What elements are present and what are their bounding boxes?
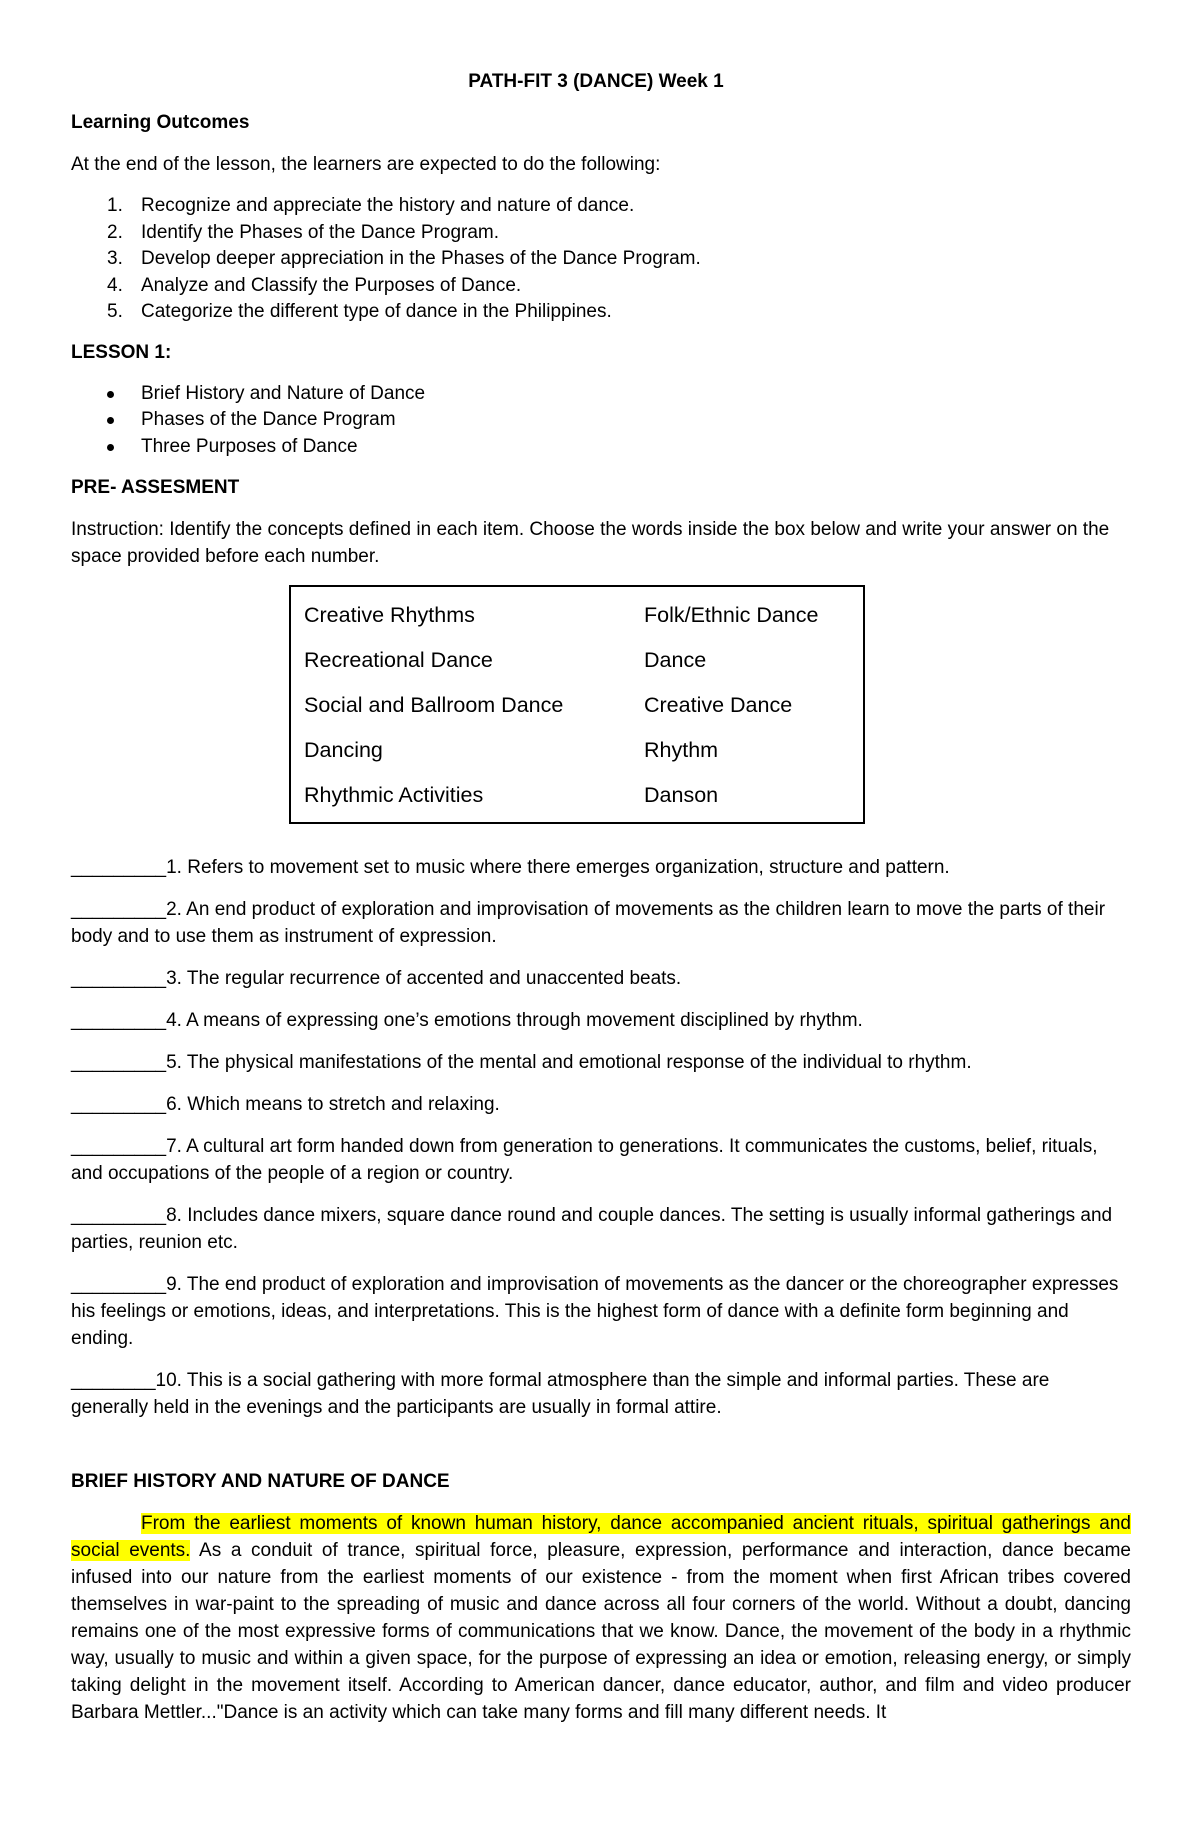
outcome-number: 4. [107, 274, 123, 296]
question-text: The end product of exploration and improvisation of movements as the dancer or the choreographer expresses his feelings or emotions, ideas, and interpretations. This is the highest form of dance with a definite form beginning and ending. [71, 1274, 1119, 1349]
choice-word: Folk/Ethnic Dance [644, 603, 819, 627]
outcome-text: Identify the Phases of the Dance Program. [141, 221, 500, 243]
document-title: PATH-FIT 3 (DANCE) Week 1 [468, 71, 724, 92]
outcome-number: 5. [107, 301, 123, 322]
lesson-topics-list [71, 381, 1131, 461]
question-item [71, 854, 1131, 881]
answer-blank: _________5. [71, 1052, 182, 1073]
learning-outcomes-list [71, 193, 1131, 326]
question-item [71, 1202, 1131, 1256]
document-body [71, 68, 1131, 1741]
outcome-number: 2. [107, 221, 123, 243]
outcome-text: Develop deeper appreciation in the Phases of the Dance Program. [141, 248, 701, 269]
outcome-item [107, 273, 1131, 300]
question-text: A means of expressing one’s emotions through movement disciplined by rhythm. [181, 1010, 863, 1031]
section-spacer [71, 1436, 1131, 1468]
outcome-text: Analyze and Classify the Purposes of Dance. [141, 274, 522, 296]
outcome-number: 3. [107, 248, 123, 269]
choice-word: Creative Dance [644, 693, 793, 717]
outcome-item [107, 193, 1131, 220]
question-item [71, 1049, 1131, 1076]
question-text: Includes dance mixers, square dance round and couple dances. The setting is usually informal gatherings and parties, reunion etc. [71, 1205, 1113, 1253]
choice-word: Dancing [304, 738, 383, 762]
question-item [71, 1133, 1131, 1187]
answer-blank: _________8. [71, 1205, 182, 1226]
highlighted-text: From the earliest moments of known human history, dance accompanied ancient rituals, spiritual gatherings and social events. [71, 1513, 1131, 1561]
answer-blank: _________7. [71, 1136, 182, 1157]
outcome-text: Categorize the different type of dance in the Philippines. [141, 301, 612, 322]
outcome-number: 1. [107, 195, 123, 216]
answer-blank: _________9. [71, 1274, 182, 1295]
question-item [71, 1271, 1131, 1352]
word-choice-box [289, 585, 865, 824]
question-text: This is a social gathering with more formal atmosphere than the simple and informal parties. These are generally held in the evenings and the participants are usually in formal attire. [71, 1370, 1050, 1418]
lesson-topic-item: Brief History and Nature of Dance [141, 381, 1131, 408]
choice-word: Recreational Dance [304, 648, 493, 672]
question-item [71, 896, 1131, 950]
pre-assessment-heading: PRE- ASSESMENT [71, 477, 240, 498]
answer-blank: _________1. [71, 857, 182, 878]
question-text: The physical manifestations of the mental and emotional response of the individual to rhythm. [181, 1052, 972, 1073]
history-paragraph [71, 1510, 1131, 1726]
question-text: Which means to stretch and relaxing. [181, 1094, 500, 1115]
answer-blank: _________4. [71, 1010, 182, 1031]
lesson-topic-item: Three Purposes of Dance [141, 434, 1131, 461]
choice-word: Dance [644, 648, 707, 672]
outcome-item [107, 246, 1131, 273]
outcome-item [107, 299, 1131, 326]
question-text: The regular recurrence of accented and unaccented beats. [181, 968, 682, 989]
question-item [71, 1367, 1131, 1421]
answer-blank: ________10. [71, 1370, 182, 1391]
question-item [71, 1091, 1131, 1118]
pre-assessment-instruction: Instruction: Identify the concepts defined in each item. Choose the words inside the box below and write your answer on the space provided before each number. [71, 519, 1110, 567]
question-item [71, 1007, 1131, 1034]
history-text: As a conduit of trance, spiritual force, pleasure, expression, performance and interaction, dance became infused into our nature from the earliest moments of our existence - from the moment when first African tribes covered themselves in war-paint to the spreading of music and dance across all four corners of the world. Without a doubt, dancing remains one of the most expressive forms of communications that we know. Dance, the movement of the body in a rhythmic way, usually to music and within a given space, for the purpose of expressing an idea or emotion, releasing energy, or simply taking delight in the movement itself. According to American dancer, dance educator, author, and film and video producer Barbara Mettler..."Dance is an activity which can take many forms and fill many different needs. It [71, 1540, 1131, 1723]
history-heading: BRIEF HISTORY AND NATURE OF DANCE [71, 1471, 450, 1492]
answer-blank: _________6. [71, 1094, 182, 1115]
learning-outcomes-intro: At the end of the lesson, the learners are expected to do the following: [71, 154, 661, 175]
question-item [71, 965, 1131, 992]
answer-blank: _________3. [71, 968, 182, 989]
choice-word: Creative Rhythms [304, 603, 475, 627]
choice-word: Rhythm [644, 738, 719, 762]
question-text: Refers to movement set to music where there emerges organization, structure and pattern. [181, 857, 950, 878]
lesson-topic-item: Phases of the Dance Program [141, 407, 1131, 434]
lesson-heading: LESSON 1: [71, 341, 172, 363]
learning-outcomes-heading: Learning Outcomes [71, 112, 250, 133]
answer-blank: _________2. [71, 899, 182, 920]
question-text: An end product of exploration and improvisation of movements as the children learn to move the parts of their body and to use them as instrument of expression. [71, 899, 1106, 947]
choice-word: Danson [644, 783, 719, 807]
outcome-text: Recognize and appreciate the history and nature of dance. [141, 195, 635, 216]
choice-word: Social and Ballroom Dance [304, 693, 564, 717]
choice-word: Rhythmic Activities [304, 783, 484, 807]
outcome-item [107, 220, 1131, 247]
question-text: A cultural art form handed down from generation to generations. It communicates the customs, belief, rituals, and occupations of the people of a region or country. [71, 1136, 1098, 1184]
